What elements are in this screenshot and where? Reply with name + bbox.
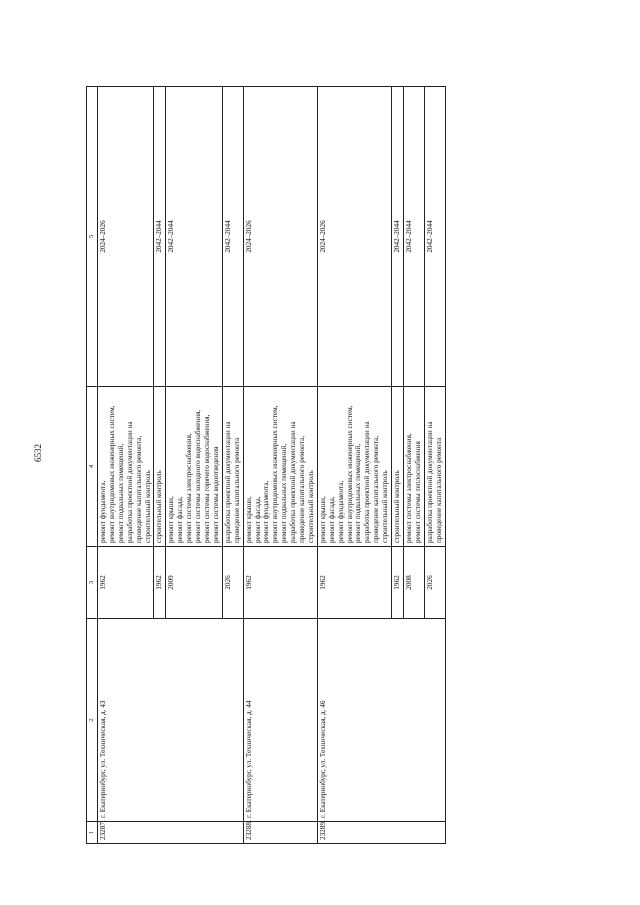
work-line: строительный контроль	[143, 470, 152, 543]
year-cell: 1962	[243, 547, 317, 619]
work-line: ремонт фундамента,	[99, 480, 107, 543]
header-cell: 3	[87, 547, 98, 619]
address-cell: г. Екатеринбург, ул. Техническая, д. 43	[98, 619, 244, 822]
work-line: ремонт системы горячего водоснабжения,	[202, 414, 211, 543]
work-line: проведение капитального ремонта,	[298, 435, 307, 543]
work-line: ремонт внутридомовых инженерных систем,	[107, 405, 116, 543]
work-line: ремонт крыши,	[167, 496, 176, 543]
row-number-cell: 23288.	[243, 822, 317, 844]
work-line: ремонт системы теплоснабжения	[413, 441, 422, 543]
address-cell: г. Екатеринбург, ул. Техническая, д. 44	[243, 619, 317, 822]
work-line: разработка проектной документации на	[363, 421, 372, 543]
work-line: ремонт фундамента,	[336, 480, 345, 543]
works-cell	[154, 387, 166, 547]
period-cell: 2042–2044	[222, 87, 243, 387]
work-line: ремонт системы электроснабжения,	[405, 433, 413, 543]
header-cell: 5	[87, 87, 98, 387]
table-body	[87, 87, 446, 844]
row-number-cell: 23287.	[98, 822, 244, 844]
year-cell: 1962	[317, 547, 391, 619]
works-cell	[404, 387, 425, 547]
works-cell	[222, 387, 243, 547]
work-line: проведение капитального ремонта	[232, 437, 241, 543]
work-line: ремонт системы водоотведения	[211, 446, 220, 543]
works-cell	[424, 387, 445, 547]
work-line: строительный контроль	[155, 470, 164, 543]
header-cell: 2	[87, 619, 98, 822]
works-cell	[98, 387, 154, 547]
work-line: ремонт фасада,	[253, 496, 262, 543]
works-cell	[166, 387, 222, 547]
works-cell	[317, 387, 391, 547]
row-number-cell: 23289.	[317, 822, 445, 844]
page-number-container	[28, 0, 48, 905]
work-line: ремонт внутридомовых инженерных систем,	[345, 405, 354, 543]
work-line: разработка проектной документации на	[223, 421, 232, 543]
work-line: ремонт крыши,	[318, 496, 327, 543]
work-line: ремонт фасада,	[327, 496, 336, 543]
work-line: строительный контроль	[393, 470, 402, 543]
work-line: ремонт системы холодного водоснабжения,	[194, 409, 203, 543]
period-cell: 2042–2044	[166, 87, 222, 387]
work-line: ремонт подвальных помещений,	[354, 443, 363, 543]
work-line: проведение капитального ремонта	[434, 437, 443, 543]
header-cell: 4	[87, 387, 98, 547]
year-cell: 2008	[404, 547, 425, 619]
period-cell: 2024–2026	[98, 87, 154, 387]
page-number: 6532	[33, 443, 43, 462]
year-cell: 1962	[98, 547, 154, 619]
work-line: проведение капитального ремонта,	[372, 435, 381, 543]
rotated-table-container	[86, 87, 540, 844]
year-cell: 1962	[154, 547, 166, 619]
work-line: строительный контроль	[381, 470, 390, 543]
work-line: строительный контроль	[306, 470, 315, 543]
work-line: разработка проектной документации на	[289, 421, 298, 543]
table-row	[317, 87, 391, 844]
work-line: ремонт подвальных помещений,	[116, 443, 125, 543]
work-line: разработка проектной документации на	[125, 421, 134, 543]
work-line: разработка проектной документации на	[425, 421, 434, 543]
period-cell: 2042–2044	[404, 87, 425, 387]
works-cell	[392, 387, 404, 547]
work-line: ремонт внутридомовых инженерных систем,	[271, 405, 280, 543]
year-cell: 2026	[222, 547, 243, 619]
period-cell: 2042–2044	[392, 87, 404, 387]
period-cell: 2042–2044	[424, 87, 445, 387]
table-row	[98, 87, 154, 844]
work-line: ремонт крыши,	[244, 496, 253, 543]
works-cell	[243, 387, 317, 547]
year-cell: 1962	[392, 547, 404, 619]
period-cell: 2024–2026	[243, 87, 317, 387]
work-line: проведение капитального ремонта,	[134, 435, 143, 543]
year-cell: 2026	[424, 547, 445, 619]
work-line: ремонт подвальных помещений,	[280, 443, 289, 543]
header-cell: 1	[87, 822, 98, 844]
year-cell: 2009	[166, 547, 222, 619]
address-cell: г. Екатеринбург, ул. Техническая, д. 46	[317, 619, 445, 822]
work-line: ремонт фундамента,	[262, 480, 271, 543]
period-cell: 2024–2026	[317, 87, 391, 387]
header-row	[87, 87, 98, 844]
work-line: ремонт системы электроснабжения,	[185, 433, 194, 543]
table-row	[243, 87, 317, 844]
work-line: ремонт фасада,	[176, 496, 185, 543]
repair-schedule-table	[86, 86, 446, 844]
period-cell: 2042–2044	[154, 87, 166, 387]
